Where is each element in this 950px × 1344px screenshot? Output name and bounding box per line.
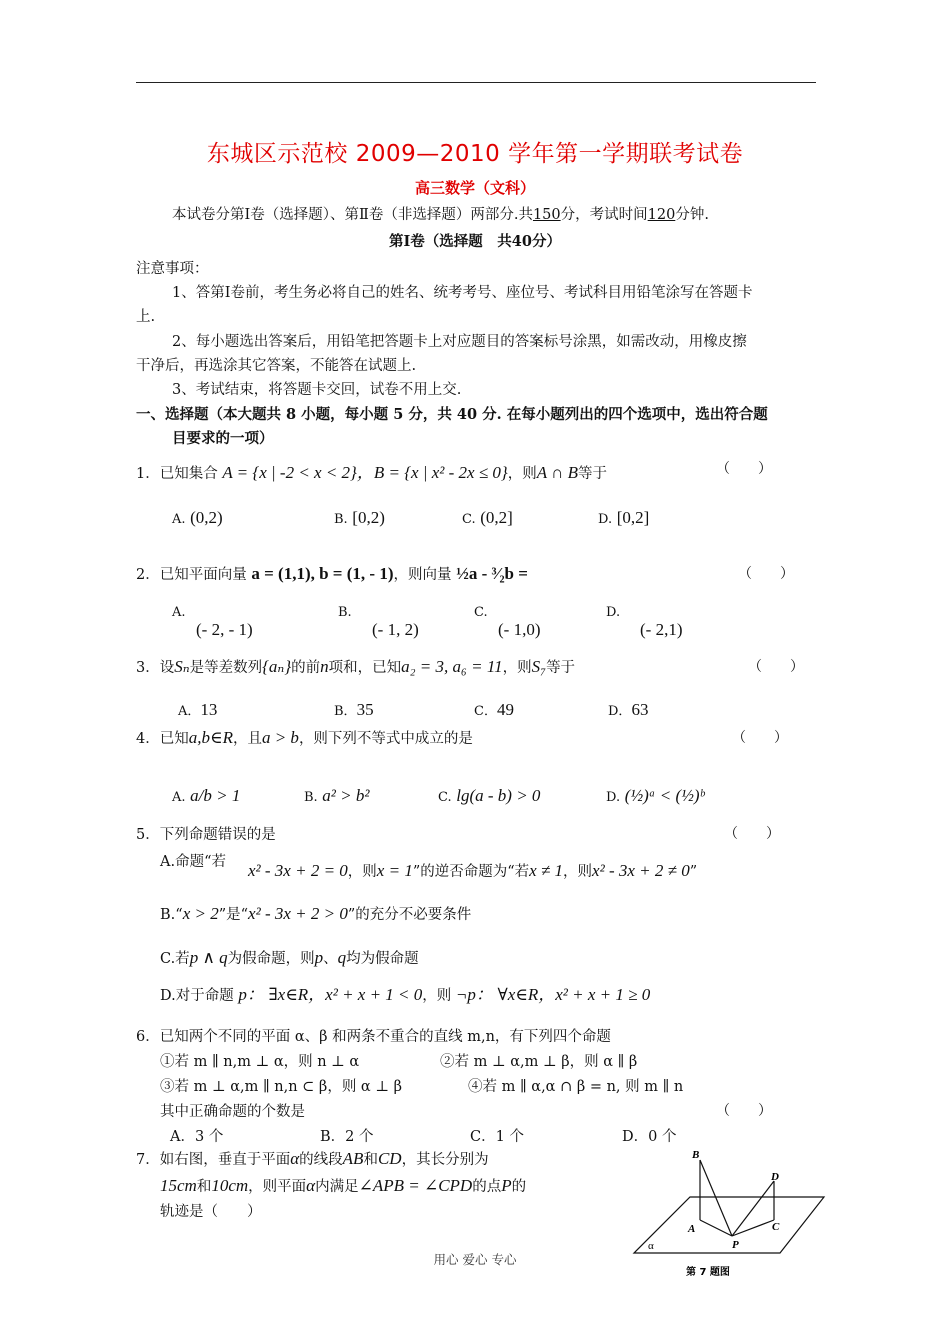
q7-l1-b: 的线段 xyxy=(299,1152,343,1168)
q6-statement-2: ②若 m ⊥ α,m ⊥ β，则 α ∥ β xyxy=(440,1054,638,1070)
q7-len1: 15cm xyxy=(160,1176,197,1195)
q7-l1-a: 如右图，垂直于平面 xyxy=(159,1152,291,1168)
q7-alpha-2: α xyxy=(306,1176,316,1195)
q2-option-b-label: B. xyxy=(338,605,352,620)
q2-option-b xyxy=(338,604,419,640)
q4-cond2: a > b xyxy=(261,728,299,747)
q3-option-a xyxy=(178,700,217,720)
q4-answer-paren: （ ） xyxy=(732,731,788,746)
intro-post: 分钟. xyxy=(675,207,709,223)
intro-score: 150 xyxy=(532,207,561,223)
q1-option-a xyxy=(172,508,223,528)
notice-item1-line2: 上. xyxy=(136,309,156,325)
q4-stem xyxy=(136,727,473,748)
q6-option-b-label: B． xyxy=(320,1129,346,1145)
q6-option-a xyxy=(170,1125,223,1146)
exam-subtitle: 高三数学（文科） xyxy=(414,179,535,197)
q3-option-c xyxy=(474,700,514,720)
q5-a-mid2: ”的逆否命题为“若 xyxy=(412,864,530,880)
q4-option-d-label: D. xyxy=(606,790,621,805)
q5-c-post: 均为假命题 xyxy=(346,951,419,967)
notice-heading: 注意事项： xyxy=(136,261,209,277)
segment-ap xyxy=(700,1220,732,1236)
q5-c-expr1: p ∧ q xyxy=(189,948,228,967)
q7-l2-g: 的 xyxy=(511,1179,527,1195)
q6-statement-4: ④若 m ∥ α,α ∩ β = n, 则 m ∥ n xyxy=(468,1079,684,1095)
intro-mid: 分，考试时间 xyxy=(560,207,648,223)
q3-option-b xyxy=(334,700,374,720)
figure-label-c: C xyxy=(772,1221,780,1233)
q1-tail: 等于 xyxy=(577,466,607,482)
section1-heading-line2: 目要求的一项） xyxy=(172,430,274,447)
q5-option-d xyxy=(160,980,650,1005)
q2-answer-paren: （ ） xyxy=(738,567,794,582)
q3-mid2: 的前 xyxy=(291,660,321,676)
q5-a-expr2: x = 1 xyxy=(376,861,413,880)
q4-option-c-label: C. xyxy=(438,790,452,805)
q5-a-expr4: x² - 3x + 2 ≠ 0 xyxy=(592,861,690,880)
q5-b-pre: B.“ xyxy=(160,907,183,923)
q3-option-b-value: 35 xyxy=(356,700,374,719)
q7-len2: 10cm xyxy=(211,1176,249,1195)
q2-option-d xyxy=(606,604,682,640)
q6-stem-text: 已知两个不同的平面 α、β 和两条不重合的直线 m,n，有下列四个命题 xyxy=(159,1029,611,1045)
q3-number: 3． xyxy=(136,660,160,676)
q5-d-expr1: ∃x∈R，x² + x + 1 < 0 xyxy=(268,985,423,1004)
figure-label-b: B xyxy=(692,1150,700,1161)
q4-option-c-value: lg(a - b) > 0 xyxy=(456,786,541,805)
q4-option-a xyxy=(172,786,240,806)
q7-line3: 轨迹是（ ） xyxy=(160,1204,262,1220)
q4-number: 4． xyxy=(136,731,160,747)
q5-number: 5． xyxy=(136,827,160,843)
q5-option-a-body xyxy=(248,860,697,881)
q7-l1-d: ，其长分别为 xyxy=(401,1152,489,1168)
q5-answer-paren: （ ） xyxy=(724,827,780,842)
q1-expr: A ∩ B xyxy=(536,463,578,482)
q5-stem xyxy=(136,823,276,844)
q5-b-post: ”的充分不必要条件 xyxy=(347,907,472,923)
q5-option-c xyxy=(160,947,419,968)
q2-option-c-value: (- 1,0) xyxy=(498,620,541,639)
q5-option-b xyxy=(160,903,471,924)
q4-option-d-value: (½)ᵃ < (½)ᵇ xyxy=(624,786,705,805)
q7-l2-e: 内满足 xyxy=(315,1179,359,1195)
q1-set-a: A = {x | -2 < x < 2} xyxy=(222,463,357,482)
q1-option-c xyxy=(462,508,513,528)
q5-c-pre: C.若 xyxy=(160,951,190,967)
q5-d-not-p: ¬p： xyxy=(455,985,493,1004)
q2-expr: ½a - ³⁄₂b = xyxy=(456,564,528,583)
q4-option-c xyxy=(438,786,540,806)
q5-a-mid3: ，则 xyxy=(563,864,593,880)
q3-option-d xyxy=(608,700,648,720)
q2-stem xyxy=(136,563,528,584)
q6-option-c xyxy=(470,1125,524,1146)
notice-item1-line1: 1、答第Ⅰ卷前，考生务必将自己的姓名、统考考号、座位号、考试科目用铅笔涂写在答题卡 xyxy=(172,285,753,301)
figure-caption: 第 7 题图 xyxy=(686,1267,730,1278)
intro-time: 120 xyxy=(647,207,676,223)
q2-option-d-label: D. xyxy=(606,605,621,620)
q5-c-p: p xyxy=(314,948,324,967)
q7-number: 7． xyxy=(136,1152,160,1168)
q7-line1 xyxy=(136,1148,489,1169)
q2-option-a-value: (- 2, - 1) xyxy=(196,620,253,639)
notice-item2-line2: 干净后，再选涂其它答案，不能答在试题上. xyxy=(136,358,417,374)
q3-stem xyxy=(136,656,575,677)
q6-question: 其中正确命题的个数是 xyxy=(160,1104,305,1120)
q4-option-b-value: a² > b² xyxy=(322,786,370,805)
q5-d-mid1: ，则 xyxy=(422,988,452,1004)
q6-stem xyxy=(136,1025,611,1046)
q5-d-expr2: ∀x∈R，x² + x + 1 ≥ 0 xyxy=(497,985,651,1004)
q5-stem-text: 下列命题错误的是 xyxy=(159,827,276,843)
q3-mid1: 是等差数列 xyxy=(189,660,263,676)
q2-option-a-label: A. xyxy=(172,605,186,620)
figure-label-alpha: α xyxy=(648,1240,654,1252)
notice-item3: 3、考试结束，将答题卡交回，试卷不用上交. xyxy=(172,382,462,398)
part1-title: 第Ⅰ卷（选择题 共40分） xyxy=(389,233,561,250)
q2-option-d-value: (- 2,1) xyxy=(640,620,683,639)
q1-option-c-label: C. xyxy=(462,512,476,527)
exam-title: 东城区示范校 2009—2010 学年第一学期联考试卷 xyxy=(206,141,744,167)
q3-s7: S₇ xyxy=(531,657,547,676)
q1-option-c-value: (0,2] xyxy=(480,508,513,527)
q4-option-a-value: a/b > 1 xyxy=(190,786,241,805)
q5-c-mid1: 为假命题，则 xyxy=(227,951,315,967)
q3-pre: 设 xyxy=(159,660,175,676)
q2-option-c xyxy=(474,604,540,640)
section1-heading-line1: 一、选择题（本大题共 8 小题，每小题 5 分，共 40 分. 在每小题列出的四个选项中，选出符合题 xyxy=(136,406,768,423)
q6-answer-paren: （ ） xyxy=(716,1104,772,1119)
q1-set-b: ，B = {x | x² - 2x ≤ 0} xyxy=(356,463,508,482)
page-footer: 用心 爱心 专心 xyxy=(433,1252,517,1267)
q3-sn: Sₙ xyxy=(174,657,190,676)
q3-option-a-value: 13 xyxy=(200,700,218,719)
q5-option-a xyxy=(160,850,226,871)
q4-option-b xyxy=(304,786,369,806)
q5-b-mid1: ”是“ xyxy=(218,907,249,923)
q6-option-c-label: C． xyxy=(470,1129,496,1145)
q1-option-d-value: [0,2] xyxy=(616,508,650,527)
q1-option-d xyxy=(598,508,649,528)
q1-option-b-value: [0,2) xyxy=(352,508,385,527)
q7-cd: CD xyxy=(377,1149,402,1168)
q3-option-c-label: C． xyxy=(474,704,497,719)
q7-l2-f: 的点 xyxy=(472,1179,502,1195)
q1-option-b-label: B. xyxy=(334,512,348,527)
q3-option-a-label: A． xyxy=(178,704,201,719)
q5-c-sep: 、 xyxy=(323,951,338,967)
q7-line2 xyxy=(160,1175,526,1196)
segment-bp xyxy=(700,1160,732,1236)
q7-p: P xyxy=(501,1176,512,1195)
q2-number: 2． xyxy=(136,567,160,583)
q6-option-d xyxy=(622,1125,676,1146)
q1-pre: 已知集合 xyxy=(159,466,218,482)
q4-option-d xyxy=(606,786,704,806)
q5-b-expr2: x² - 3x + 2 > 0 xyxy=(248,904,348,923)
q7-ab: AB xyxy=(342,1149,364,1168)
q4-mid: ，且 xyxy=(232,731,262,747)
q3-tail: 等于 xyxy=(546,660,576,676)
header-rule xyxy=(136,82,816,83)
q2-pre: 已知平面向量 xyxy=(159,567,247,583)
q2-post: ，则向量 xyxy=(393,567,452,583)
q4-cond1: a,b∈R xyxy=(188,728,233,747)
q6-number: 6． xyxy=(136,1029,160,1045)
q3-an: {aₙ} xyxy=(262,657,292,676)
q6-option-b-value: 2 个 xyxy=(345,1129,374,1145)
q1-stem xyxy=(136,458,607,483)
q5-a-expr1: x² - 3x + 2 = 0 xyxy=(248,861,348,880)
q4-pre: 已知 xyxy=(159,731,189,747)
q1-option-b xyxy=(334,508,385,528)
q3-mid4: ，则 xyxy=(502,660,532,676)
q6-option-a-label: A． xyxy=(170,1129,195,1145)
q7-l2-d: ，则平面 xyxy=(248,1179,307,1195)
q6-option-a-value: 3 个 xyxy=(194,1129,224,1145)
q2-option-a xyxy=(172,604,253,640)
plane-alpha xyxy=(634,1197,824,1253)
q5-d-pre: D.对于命题 xyxy=(160,988,234,1004)
q6-statement-3: ③若 m ⊥ α,m ∥ n,n ⊂ β，则 α ⊥ β xyxy=(160,1079,402,1095)
q3-option-b-label: B． xyxy=(334,704,357,719)
q5-a-mid1: ，则 xyxy=(347,864,377,880)
q6-statement-1: ①若 m ∥ n,m ⊥ α，则 n ⊥ α xyxy=(160,1054,360,1070)
q7-alpha: α xyxy=(290,1149,300,1168)
q3-condition: a₂ = 3, a₆ = 11 xyxy=(401,657,503,676)
q6-option-b xyxy=(320,1125,374,1146)
q7-l2-b: 和 xyxy=(196,1179,212,1195)
intro-pre: 本试卷分第Ⅰ卷（选择题）、第Ⅱ卷（非选择题）两部分.共 xyxy=(172,207,533,223)
q5-a-expr3: x ≠ 1 xyxy=(529,861,564,880)
q1-post: ，则 xyxy=(507,466,537,482)
intro-line xyxy=(172,203,709,224)
q4-option-b-label: B. xyxy=(304,790,318,805)
q3-option-d-value: 63 xyxy=(631,700,649,719)
q5-d-p: p： xyxy=(238,985,264,1004)
figure-label-d: D xyxy=(771,1171,779,1183)
q6-option-d-label: D． xyxy=(622,1129,649,1145)
q7-l1-c: 和 xyxy=(363,1152,378,1168)
q2-option-c-label: C. xyxy=(474,605,488,620)
q3-n: n xyxy=(320,657,329,676)
q1-number: 1． xyxy=(136,466,160,482)
q3-option-d-label: D． xyxy=(608,704,632,719)
q2-vectors: a = (1,1), b = (1, - 1) xyxy=(251,564,394,583)
q2-option-b-value: (- 1, 2) xyxy=(372,620,419,639)
q7-angle-cond: ∠APB = ∠CPD xyxy=(358,1176,473,1195)
q1-answer-paren: （ ） xyxy=(716,462,772,477)
q5-b-expr1: x > 2 xyxy=(182,904,219,923)
q3-mid3: 项和，已知 xyxy=(328,660,402,676)
q6-option-c-value: 1 个 xyxy=(495,1129,524,1145)
q4-option-a-label: A. xyxy=(172,790,186,805)
q6-option-d-value: 0 个 xyxy=(648,1129,677,1145)
q3-option-c-value: 49 xyxy=(496,700,514,719)
figure-label-p: P xyxy=(732,1239,739,1251)
q5-a-pre: A.命题“若 xyxy=(160,854,226,870)
notice-item2-line1: 2、每小题选出答案后，用铅笔把答题卡上对应题目的答案标号涂黑，如需改动，用橡皮擦 xyxy=(172,334,747,350)
q1-option-a-label: A. xyxy=(172,512,186,527)
q5-c-q: q xyxy=(337,948,347,967)
q3-answer-paren: （ ） xyxy=(748,660,804,675)
q1-option-a-value: (0,2) xyxy=(190,508,223,527)
q1-option-d-label: D. xyxy=(598,512,613,527)
figure-label-a: A xyxy=(688,1223,696,1235)
q5-a-end: ” xyxy=(689,864,698,880)
q4-post: ，则下列不等式中成立的是 xyxy=(298,731,473,747)
